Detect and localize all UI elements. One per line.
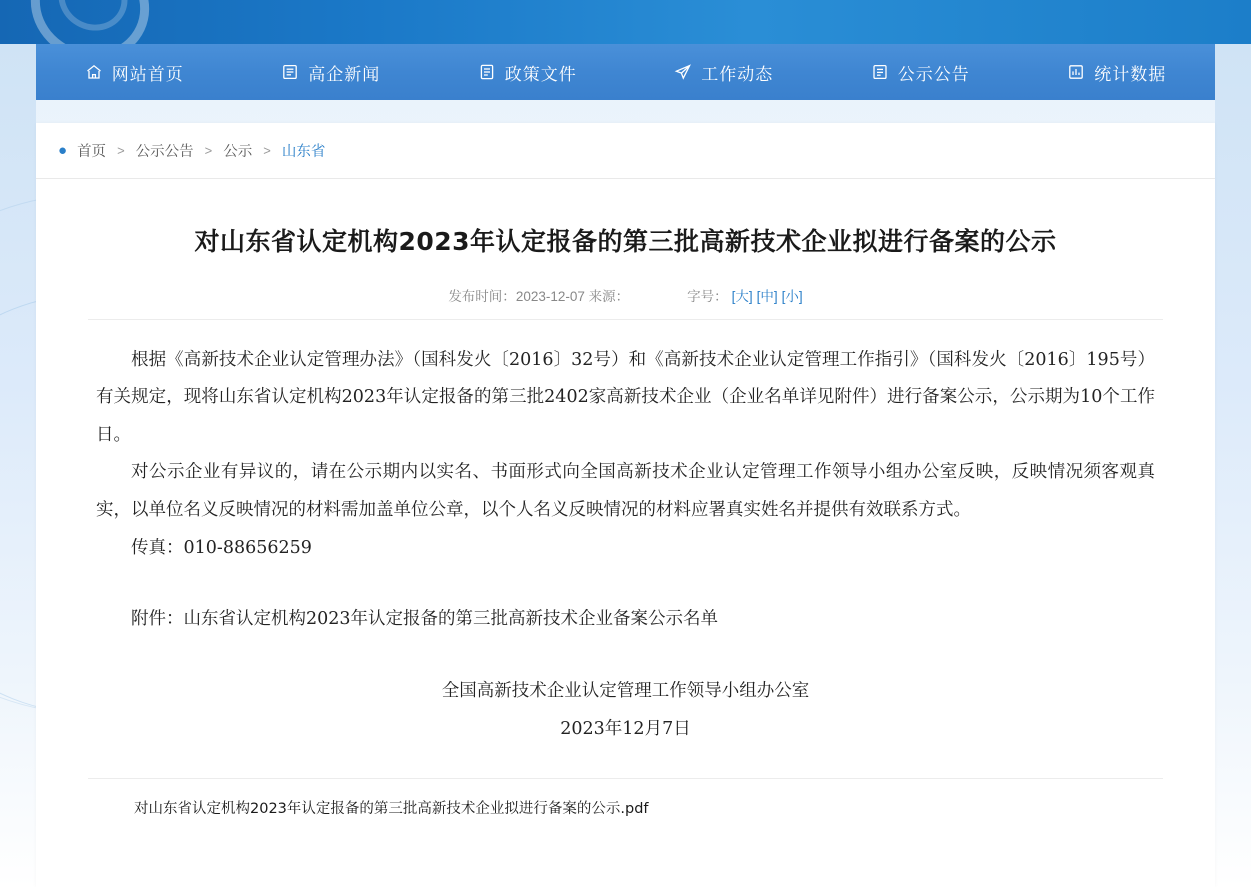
fontsize-medium-button[interactable]: [中] — [756, 288, 778, 304]
home-icon — [85, 63, 103, 81]
article-paragraph: 根据《高新技术企业认定管理办法》（国科发火〔2016〕32号）和《高新技术企业认定管理工作指引》（国科发火〔2016〕195号）有关规定，现将山东省认定机构2023年认定报备的第三批2402家高新技术企业（企业名单详见附件）进行备案公示，公示期为10个工作日。 — [96, 349, 1155, 445]
nav-item-policy[interactable] — [429, 44, 626, 100]
article-attachment-line: 附件：山东省认定机构2023年认定报备的第三批高新技术企业备案公示名单 — [131, 609, 719, 630]
main-navigation — [36, 44, 1215, 100]
publish-time-label: 发布时间： — [448, 288, 516, 304]
nav-item-work-updates[interactable] — [626, 44, 823, 100]
nav-label: 公示公告 — [897, 64, 970, 84]
breadcrumb-separator: > — [204, 143, 213, 158]
article — [36, 179, 1215, 828]
nav-label: 统计数据 — [1094, 64, 1167, 84]
breadcrumb-item-shandong[interactable]: 山东省 — [281, 144, 326, 160]
right-decoration-strip — [1215, 44, 1251, 887]
nav-item-statistics[interactable] — [1019, 44, 1216, 100]
left-decoration-strip — [0, 44, 36, 887]
publish-time-value: 2023-12-07 — [515, 288, 585, 304]
chart-icon — [1067, 63, 1085, 81]
nav-item-announcement[interactable] — [822, 44, 1019, 100]
nav-label: 高企新闻 — [308, 64, 381, 84]
content-card — [36, 123, 1215, 887]
publish-time — [448, 285, 629, 305]
breadcrumb-separator: > — [117, 143, 125, 158]
fontsize-controls — [687, 285, 803, 305]
fontsize-small-button[interactable]: [小] — [781, 288, 803, 304]
nav-item-home[interactable] — [36, 44, 233, 100]
article-meta — [88, 285, 1163, 320]
source-label: 来源： — [588, 288, 630, 304]
article-paragraph: 对公示企业有异议的，请在公示期内以实名、书面形式向全国高新技术企业认定管理工作领导小组办公室反映，反映情况须客观真实，以单位名义反映情况的材料需加盖单位公章，以个人名义反映情况的材料应署真实姓名并提供有效联系方式。 — [96, 462, 1155, 520]
page-title: 对山东省认定机构2023年认定报备的第三批高新技术企业拟进行备案的公示 — [194, 227, 1057, 256]
page-header-banner — [0, 0, 1251, 44]
breadcrumb-item-home[interactable]: 首页 — [77, 144, 107, 160]
document-icon — [478, 63, 496, 81]
nav-item-news[interactable] — [233, 44, 430, 100]
article-signature: 全国高新技术企业认定管理工作领导小组办公室 — [441, 680, 810, 701]
body-spacer — [96, 567, 1155, 601]
article-body — [88, 320, 1163, 749]
article-date: 2023年12月7日 — [560, 718, 691, 739]
news-icon — [281, 63, 299, 81]
attachment-file-link[interactable]: 对山东省认定机构2023年认定报备的第三批高新技术企业拟进行备案的公示.pdf — [134, 801, 649, 818]
breadcrumb-separator: > — [263, 143, 271, 158]
location-pin-icon: ● — [58, 142, 68, 159]
breadcrumb — [36, 123, 1215, 179]
fontsize-label: 字号： — [687, 288, 728, 304]
fontsize-large-button[interactable]: [大] — [731, 288, 753, 304]
nav-label: 网站首页 — [111, 64, 184, 84]
nav-label: 工作动态 — [701, 64, 774, 84]
breadcrumb-item-announcement[interactable]: 公示公告 — [135, 144, 194, 160]
paper-plane-icon — [674, 63, 692, 81]
article-fax-line: 传真：010-88656259 — [131, 537, 312, 558]
body-spacer — [96, 639, 1155, 673]
attachment-section — [88, 778, 1163, 818]
breadcrumb-item-publicity[interactable]: 公示 — [223, 144, 253, 160]
nav-label: 政策文件 — [504, 64, 577, 84]
announcement-icon — [871, 63, 889, 81]
